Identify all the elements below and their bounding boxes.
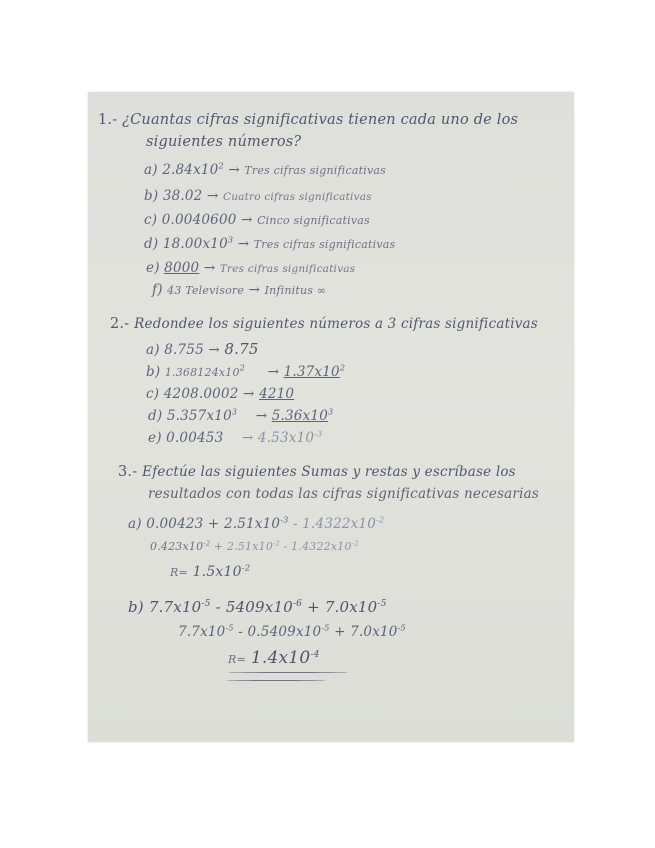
question-3-heading [118,464,516,480]
question-2-text: Redondee los siguientes números a 3 cifras significativas [134,316,538,332]
arrow-icon: → [228,162,240,178]
question-1-number: 1.- [98,112,118,128]
q1-item-label: e) [146,260,160,276]
q1-item-e [146,260,355,276]
q3a-step-exp3: -2 [351,539,359,548]
question-1-heading [98,112,518,128]
q2-item-label: a) [146,342,160,358]
q2-item-answer: 4210 [259,386,295,402]
arrow-icon: → [243,386,255,402]
result-underline-2 [226,680,326,681]
q3a-result-exp: -2 [241,562,251,573]
q3a-label: a) [128,516,142,532]
q2-item-answer: 1.37x10 [283,364,340,380]
q3b-line1 [128,598,387,616]
arrow-icon: → [208,342,220,358]
q3b-expr-part1: 7.7x10 [148,598,202,616]
arrow-icon: → [248,282,261,298]
q1-item-answer: Tres cifras significativas [253,238,396,251]
q1-item-label: b) [144,188,159,204]
q1-item-exponent: 3 [227,234,234,245]
q2-item-answer-exponent: 2 [339,362,346,373]
q1-item-answer: Tres cifras significativas [244,164,386,177]
q1-item-value: 2.84x10 [162,162,219,178]
q2-item-label: b) [146,364,161,380]
q2-item-c [146,386,294,402]
q3a-line2 [150,540,359,553]
q3b-step-part1: 7.7x10 [178,624,226,640]
q3a-exp2: -2 [376,514,385,525]
q2-item-label: e) [148,430,162,446]
q1-item-value: 38.02 [162,188,203,204]
q2-item-d [148,408,333,424]
q2-item-answer: 8.75 [224,340,259,358]
q3a-exp1: -3 [280,514,289,525]
q1-item-value: 43 Televisore [167,284,245,297]
arrow-icon: → [203,260,216,276]
q2-item-exponent: 3 [231,406,238,417]
notebook-page [88,92,574,742]
q3b-step-exp3: -5 [397,622,406,633]
q1-item-c [144,212,370,228]
q3a-step-exp2: -2 [273,539,280,548]
q3a-expr-part2: - 1.4322x10 [288,516,377,532]
q1-item-label: f) [152,282,163,298]
question-1-text-line2: siguientes números? [146,134,302,150]
q3a-result-value: 1.5x10 [192,564,242,580]
q1-item-d [144,236,395,252]
q2-item-answer: 4.53x10 [257,430,315,446]
q1-item-f [152,282,326,298]
question-2-heading [110,316,538,332]
q2-item-value: 0.00453 [166,430,224,446]
q2-item-answer: 5.36x10 [271,408,328,424]
q1-item-exponent: 2 [218,160,224,171]
arrow-icon: → [241,212,253,228]
q1-item-label: d) [144,236,159,252]
q3a-step-exp1: -2 [203,539,211,548]
question-1-text-line1: ¿Cuantas cifras significativas tienen cada uno de los [122,112,519,128]
q1-item-answer: Cuatro cifras significativas [222,191,372,203]
q3a-step-part2: + 2.51x10 [210,540,274,553]
q2-item-b [146,364,345,380]
q3a-result [170,564,250,580]
q2-item-a [146,340,259,358]
q1-item-value: 0.0040600 [161,212,237,228]
q2-item-value: 1.368124x10 [164,366,240,379]
arrow-icon: → [206,188,219,204]
q1-item-value: 18.00x10 [162,236,228,252]
q2-item-answer-exponent: 3 [328,406,334,417]
q2-item-label: d) [148,408,163,424]
q3b-exp2: -6 [292,599,303,609]
arrow-icon: → [255,408,268,424]
q3b-step-exp1: -5 [225,622,234,633]
q3b-exp3: -5 [377,599,387,609]
q3b-result-label: R= [228,653,246,666]
q3b-result-exp: -4 [310,650,320,660]
question-3-number: 3.- [118,464,138,480]
result-underline-1 [228,672,348,673]
q3a-expr-part1: 0.00423 + 2.51x10 [146,516,281,532]
q1-item-answer: Tres cifras significativas [219,263,356,275]
q3b-step-part3: + 7.0x10 [329,624,398,640]
q1-item-label: a) [144,162,158,178]
q3b-step-part2: - 0.5409x10 [233,624,322,640]
q1-item-answer: Cinco significativas [257,214,370,227]
q3a-step-part3: - 1.4322x10 [279,540,352,553]
arrow-icon: → [267,364,280,380]
q1-item-label: c) [144,212,158,228]
q2-item-value: 8.755 [164,342,204,358]
q1-item-value: 8000 [164,260,200,276]
q3b-expr-part2: - 5409x10 [210,598,293,616]
arrow-icon: → [241,430,254,446]
q1-item-answer: Infinitus ∞ [264,284,327,297]
arrow-icon: → [237,236,250,252]
q2-item-e [148,430,322,446]
question-3-text-line2: resultados con todas las cifras significativas necesarias [148,486,539,502]
q3b-label: b) [128,598,144,616]
q1-item-b [144,188,372,204]
q3a-result-label: R= [170,566,188,579]
q2-item-exponent: 2 [239,362,246,373]
q2-item-answer-exponent: -3 [314,428,323,439]
q3b-result [228,648,320,668]
q2-item-label: c) [146,386,160,402]
q3a-line1 [128,516,384,532]
question-2-number: 2.- [110,316,130,332]
q1-item-a [144,162,386,178]
q3a-step-part1: 0.423x10 [150,540,204,553]
q3b-exp1: -5 [201,599,211,609]
q2-item-value: 4208.0002 [163,386,239,402]
q2-item-value: 5.357x10 [166,408,232,424]
q3b-step-exp2: -5 [321,622,330,633]
question-3-text-line1: Efectúe las siguientes Sumas y restas y escríbase los [142,464,516,480]
q3b-expr-part3: + 7.0x10 [302,598,378,616]
q3b-line2 [178,624,406,640]
q3b-result-value: 1.4x10 [250,648,311,668]
